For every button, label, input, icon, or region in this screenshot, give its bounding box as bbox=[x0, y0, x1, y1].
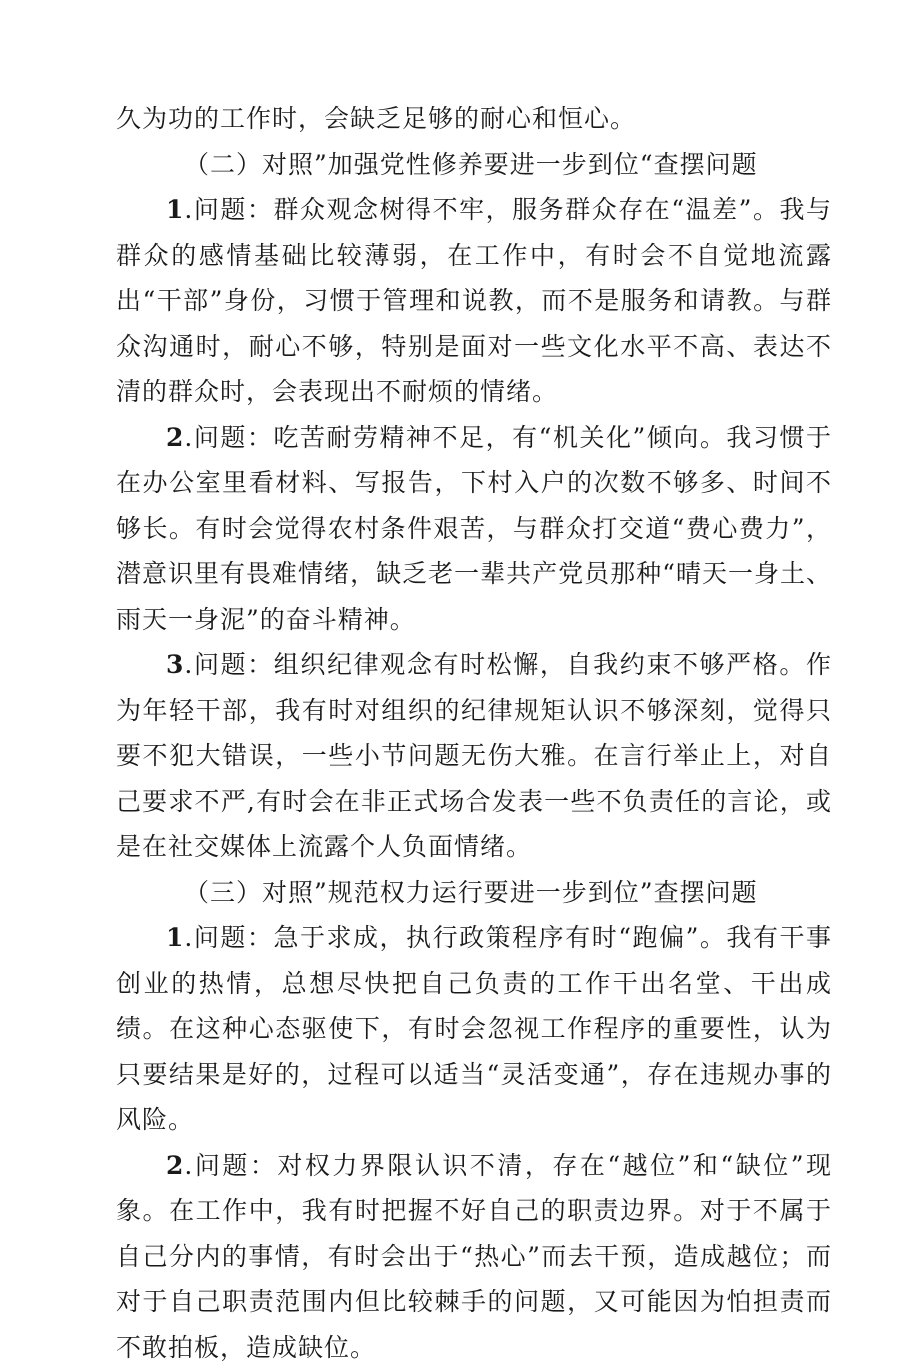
list-item bbox=[116, 915, 832, 1143]
item-text: .问题：急于求成，执行政策程序有时“跑偏”。我有干事创业的热情，总想尽快把自己负责的工作干出名堂、干出成绩。在这种心态驱使下，有时会忽视工作程序的重要性，认为只要结果是好的，过程可以适当“灵活变通”，存在违规办事的风险。 bbox=[116, 923, 832, 1134]
item-number: 3 bbox=[166, 650, 184, 679]
item-number: 2 bbox=[166, 1151, 184, 1180]
list-item bbox=[116, 415, 832, 643]
heading-text: （三）对照”规范权力运行要进一步到位”查摆问题 bbox=[184, 878, 758, 907]
list-item bbox=[116, 187, 832, 415]
document-body bbox=[116, 96, 832, 1370]
item-number: 1 bbox=[166, 195, 184, 224]
section-heading-2 bbox=[116, 142, 832, 188]
paragraph-continuation bbox=[116, 96, 832, 142]
list-item bbox=[116, 642, 832, 870]
item-text: .问题：群众观念树得不牢，服务群众存在“温差”。我与群众的感情基础比较薄弱，在工作中，有时会不自觉地流露出“干部”身份，习惯于管理和说教，而不是服务和请教。与群众沟通时，耐心不够，特别是面对一些文化水平不高、表达不清的群众时，会表现出不耐烦的情绪。 bbox=[116, 195, 832, 406]
item-text: .问题：对权力界限认识不清，存在“越位”和“缺位”现象。在工作中，我有时把握不好自己的职责边界。对于不属于自己分内的事情，有时会出于“热心”而去干预，造成越位；而对于自己职责范围内但比较棘手的问题，又可能因为怕担责而不敢拍板，造成缺位。 bbox=[116, 1151, 832, 1362]
paragraph-text: 久为功的工作时，会缺乏足够的耐心和恒心。 bbox=[116, 104, 636, 133]
heading-text: （二）对照”加强党性修养要进一步到位“查摆问题 bbox=[184, 150, 758, 179]
item-number: 2 bbox=[166, 423, 184, 452]
item-number: 1 bbox=[166, 923, 184, 952]
item-text: .问题：组织纪律观念有时松懈，自我约束不够严格。作为年轻干部，我有时对组织的纪律规矩认识不够深刻，觉得只要不犯大错误，一些小节问题无伤大雅。在言行举止上，对自己要求不严,有时会在非正式场合发表一些不负责任的言论，或是在社交媒体上流露个人负面情绪。 bbox=[116, 650, 832, 861]
list-item bbox=[116, 1143, 832, 1370]
item-text: .问题：吃苦耐劳精神不足，有“机关化”倾向。我习惯于在办公室里看材料、写报告，下村入户的次数不够多、时间不够长。有时会觉得农村条件艰苦，与群众打交道“费心费力”，潜意识里有畏难情绪，缺乏老一辈共产党员那种“晴天一身土、雨天一身泥”的奋斗精神。 bbox=[116, 423, 832, 634]
section-heading-3 bbox=[116, 870, 832, 916]
